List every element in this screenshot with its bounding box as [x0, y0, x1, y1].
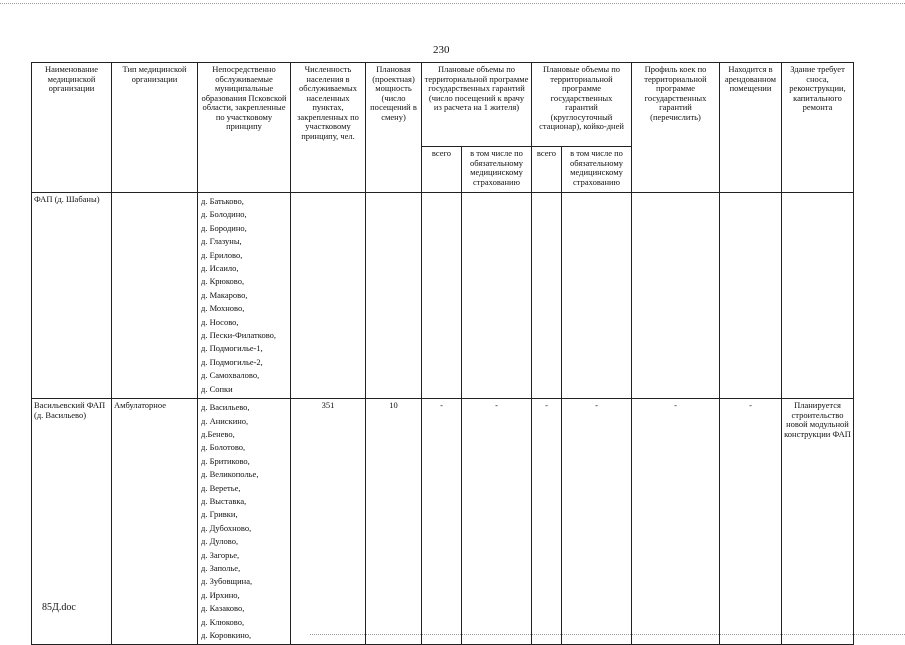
settlement-item: д. Дулово, [201, 536, 239, 547]
settlement-item: д. Коровкино, [201, 630, 252, 640]
org-type: Амбулаторное [112, 399, 198, 645]
outpatient-oms [462, 193, 532, 399]
bed-profile [632, 193, 720, 399]
settlement-item: д. Мохново, [201, 303, 245, 314]
org-type [112, 193, 198, 399]
inpatient-total [532, 193, 562, 399]
header-outpatient-volume: Плановые объемы по территориальной программе государственных гарантий (число посещений к врачу из расчета на 1 жителя) [422, 63, 532, 147]
building-state: Планируется строительство новой модульной конструкции ФАП [782, 399, 854, 645]
inpatient-total: - [532, 399, 562, 645]
settlement-item: д. Исаило, [201, 263, 239, 274]
settlement-item: д. Ерилово, [201, 249, 243, 260]
header-org-name: Наименование медицинской организации [32, 63, 112, 193]
settlement-item: д. Гривки, [201, 509, 238, 520]
capacity [366, 193, 422, 399]
settlement-item: д. Дубохново, [201, 522, 252, 533]
org-name: ФАП (д. Шабаны) [32, 193, 112, 399]
scan-edge-bottom [310, 634, 905, 635]
inpatient-oms [562, 193, 632, 399]
facilities-table [31, 62, 854, 645]
footer-filename: 85Д.doc [42, 602, 76, 613]
header-inpatient-oms: в том числе по обязательному медицинскому страхованию [562, 147, 632, 193]
rented: - [720, 399, 782, 645]
table-row [32, 193, 854, 399]
header-outpatient-total: всего [422, 147, 462, 193]
settlement-item: д. Анискино, [201, 415, 249, 426]
org-name: Васильевский ФАП (д. Васильево) [32, 399, 112, 645]
settlement-item: д. Глазуны, [201, 236, 242, 247]
settlement-item: д. Зубовщина, [201, 576, 253, 587]
header-org-type: Тип медицинской организации [112, 63, 198, 193]
outpatient-total: - [422, 399, 462, 645]
outpatient-total [422, 193, 462, 399]
settlement-item: д. Бородино, [201, 222, 247, 233]
header-population: Численность населения в обслуживаемых населенных пунктах, закрепленных по участковому принципу, чел. [291, 63, 366, 193]
header-capacity: Плановая (проектная) мощность (число посещений в смену) [366, 63, 422, 193]
settlement-item: д. Казаково, [201, 603, 245, 614]
settlement-item: д. Подмогилье-1, [201, 343, 263, 354]
settlement-item: д. Васильево, [201, 402, 250, 413]
settlement-list [198, 193, 291, 399]
settlement-item: д. Загорье, [201, 549, 240, 560]
header-inpatient-total: всего [532, 147, 562, 193]
building-state [782, 193, 854, 399]
settlement-item: д. Батьково, [201, 196, 244, 206]
settlement-item: д. Бритиково, [201, 455, 250, 466]
header-rented: Находится в арендованном помещении [720, 63, 782, 193]
rented [720, 193, 782, 399]
header-municipalities: Непосредственно обслуживаемые муниципальные образования Псковской области, закрепленные по участковому принципу [198, 63, 291, 193]
settlement-item: д. Великополье, [201, 469, 259, 480]
header-bed-profile: Профиль коек по территориальной программе государственных гарантий (перечислить) [632, 63, 720, 193]
bed-profile: - [632, 399, 720, 645]
header-outpatient-oms: в том числе по обязательному медицинскому страхованию [462, 147, 532, 193]
settlement-item: д. Болотово, [201, 442, 246, 453]
settlement-item: д. Болодино, [201, 209, 247, 220]
settlement-item: д. Веретье, [201, 482, 241, 493]
settlement-item: д. Крюково, [201, 276, 245, 287]
capacity: 10 [366, 399, 422, 645]
settlement-item: д. Пески-Филатково, [201, 330, 277, 341]
settlement-list [198, 399, 291, 645]
settlement-item: д. Макарово, [201, 289, 248, 300]
header-building-state: Здание требует сноса, реконструкции, капитального ремонта [782, 63, 854, 193]
settlement-item: д. Заполье, [201, 562, 241, 573]
settlement-item: д. Подмогилье-2, [201, 356, 263, 367]
page-number: 230 [433, 44, 450, 56]
settlement-item: д. Ирхино, [201, 589, 240, 600]
population: 351 [291, 399, 366, 645]
settlement-item: д. Самохвалово, [201, 370, 260, 381]
population [291, 193, 366, 399]
table-row [32, 399, 854, 645]
settlement-item: д. Выставка, [201, 495, 247, 506]
scan-edge-top [0, 3, 905, 4]
settlement-item: д. Носово, [201, 316, 239, 327]
settlement-item: д.Бенево, [201, 428, 235, 439]
settlement-item: д. Клюково, [201, 616, 245, 627]
settlement-item: д. Сопки [201, 383, 233, 394]
outpatient-oms: - [462, 399, 532, 645]
inpatient-oms: - [562, 399, 632, 645]
header-inpatient-volume: Плановые объемы по территориальной программе государственных гарантий (круглосуточный стационар), койко-дней [532, 63, 632, 147]
